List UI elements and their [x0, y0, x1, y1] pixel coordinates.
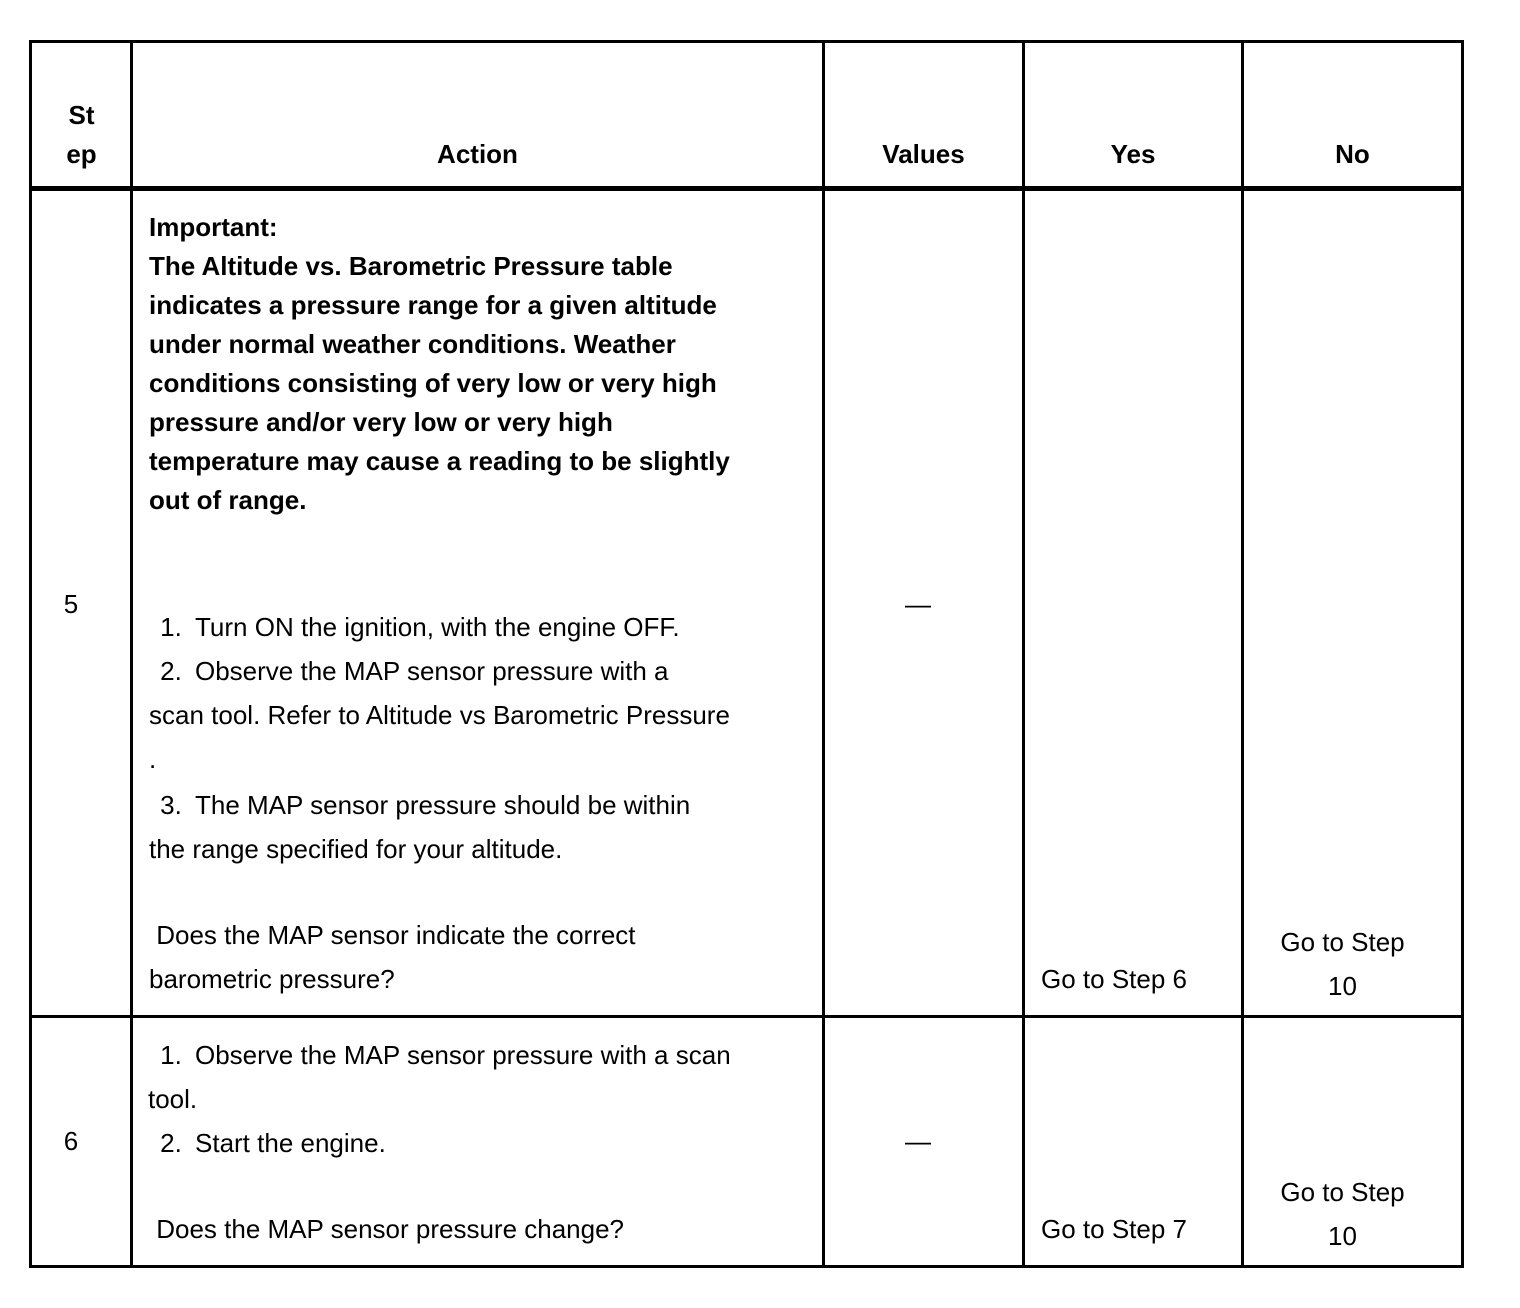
- question-line: Does the MAP sensor indicate the correct: [149, 920, 636, 950]
- no-link-line1: Go to Step: [1280, 927, 1405, 957]
- row-divider: [29, 1015, 1464, 1018]
- header-step-line1: St: [68, 100, 95, 130]
- header-yes: Yes: [1110, 139, 1156, 169]
- important-line: indicates a pressure range for a given altitude: [149, 290, 717, 320]
- step-index: 2.: [160, 656, 182, 686]
- step-index: 2.: [160, 1128, 182, 1158]
- yes-link[interactable]: Go to Step 6: [1041, 964, 1187, 994]
- header-step-line2: ep: [66, 139, 97, 169]
- procedure-step: [149, 612, 680, 642]
- important-line: conditions consisting of very low or very high: [149, 368, 717, 398]
- procedure-step: [149, 790, 690, 820]
- procedure-step-continued: tool.: [148, 1084, 198, 1114]
- table-left-border: [29, 40, 32, 1268]
- no-link-line2: 10: [1328, 1221, 1357, 1251]
- important-label: Important:: [149, 212, 278, 242]
- table-top-border: [29, 40, 1464, 43]
- procedure-step: [149, 1040, 731, 1070]
- header-no: No: [1335, 139, 1370, 169]
- step-text: Observe the MAP sensor pressure with a scan: [195, 1040, 731, 1070]
- step-number: 6: [63, 1126, 79, 1156]
- important-line: pressure and/or very low or very high: [149, 407, 613, 437]
- step-index: 1.: [160, 1040, 182, 1070]
- procedure-step: [149, 656, 669, 686]
- values-dash: —: [905, 589, 931, 619]
- step-index: 3.: [160, 790, 182, 820]
- question-line: Does the MAP sensor pressure change?: [149, 1214, 625, 1244]
- procedure-step-continued: .: [149, 744, 157, 774]
- column-divider-step: [130, 40, 133, 1268]
- important-line: out of range.: [149, 485, 307, 515]
- no-link-line2: 10: [1328, 971, 1357, 1001]
- no-link[interactable]: [1244, 920, 1441, 1008]
- header-bottom-border: [29, 186, 1464, 191]
- procedure-step-continued: the range specified for your altitude.: [149, 834, 563, 864]
- procedure-step: [149, 1128, 386, 1158]
- step-text: The MAP sensor pressure should be within: [195, 790, 691, 820]
- values-dash: —: [905, 1126, 931, 1156]
- procedure-step-continued: scan tool. Refer to Altitude vs Barometric Pressure: [149, 700, 730, 730]
- step-index: 1.: [160, 612, 182, 642]
- step-number: 5: [63, 589, 79, 619]
- important-line: temperature may cause a reading to be slightly: [149, 446, 730, 476]
- step-text: Start the engine.: [195, 1128, 386, 1158]
- step-text: Observe the MAP sensor pressure with a: [195, 656, 669, 686]
- step-text: Turn ON the ignition, with the engine OFF.: [195, 612, 680, 642]
- important-line: under normal weather conditions. Weather: [149, 329, 676, 359]
- header-values: Values: [882, 139, 965, 169]
- column-divider-action: [822, 40, 825, 1268]
- table-right-border: [1461, 40, 1464, 1268]
- no-link[interactable]: [1244, 1170, 1441, 1258]
- table-bottom-border: [29, 1265, 1464, 1268]
- question-line: barometric pressure?: [149, 964, 395, 994]
- header-action: Action: [437, 139, 518, 169]
- yes-link[interactable]: Go to Step 7: [1041, 1214, 1187, 1244]
- important-line: The Altitude vs. Barometric Pressure table: [149, 251, 673, 281]
- no-link-line1: Go to Step: [1280, 1177, 1405, 1207]
- header-step: [33, 100, 130, 169]
- column-divider-values: [1022, 40, 1025, 1268]
- column-divider-yes: [1241, 40, 1244, 1268]
- procedure-table: [29, 40, 1464, 1268]
